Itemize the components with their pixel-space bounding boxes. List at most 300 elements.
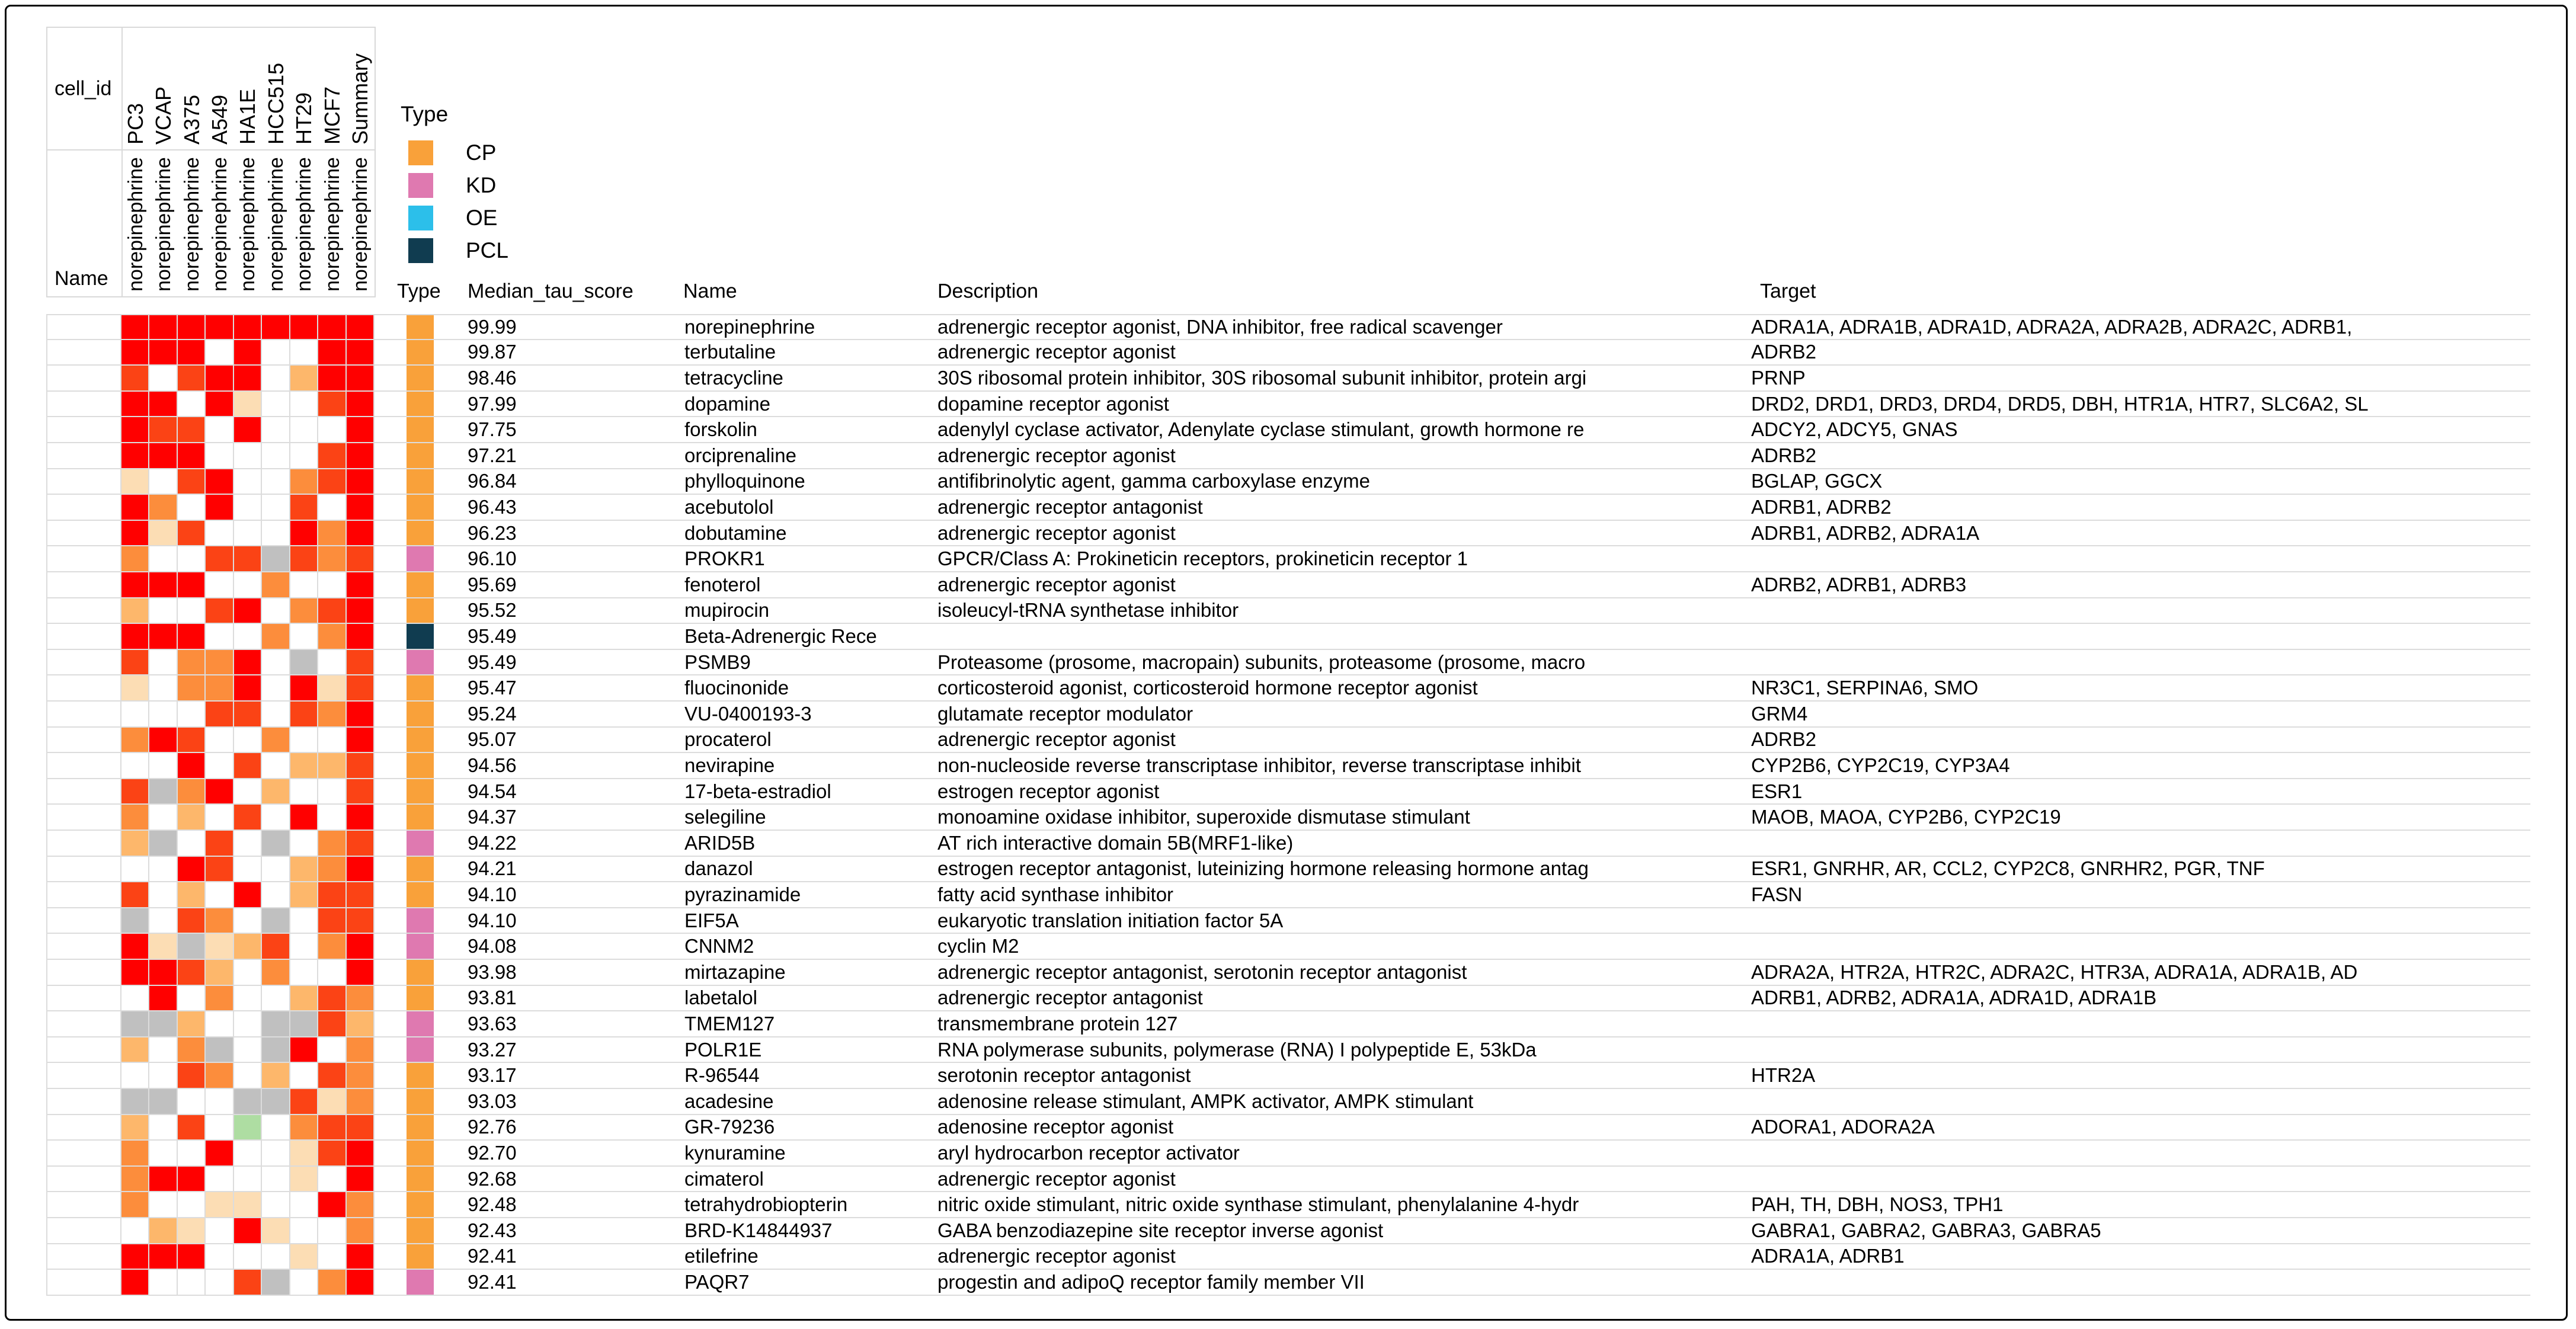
heatmap-cell bbox=[262, 521, 290, 546]
heatmap-cell bbox=[318, 1244, 346, 1269]
heatmap-cell bbox=[121, 417, 149, 442]
heatmap-cell bbox=[290, 805, 318, 830]
heatmap-cell bbox=[262, 624, 290, 649]
compound-name: EIF5A bbox=[684, 909, 739, 931]
compound-name: mupirocin bbox=[684, 599, 770, 622]
heatmap-cell bbox=[178, 366, 206, 390]
heatmap-cell bbox=[262, 960, 290, 985]
column-header-description: Description bbox=[937, 280, 1039, 303]
heatmap-cell bbox=[149, 340, 177, 365]
heatmap-cell bbox=[121, 908, 149, 933]
column-header-summary: Summary bbox=[348, 53, 373, 145]
score-value: 95.49 bbox=[468, 651, 517, 673]
type-swatch bbox=[407, 1270, 434, 1295]
heatmap-cell bbox=[234, 1244, 262, 1269]
heatmap-cell bbox=[206, 495, 233, 520]
heatmap-cell bbox=[178, 1089, 206, 1114]
target-genes: ADRB1, ADRB2, ADRA1A bbox=[1751, 521, 1980, 544]
heatmap-cell bbox=[121, 675, 149, 700]
description-text: adrenergic receptor agonist bbox=[937, 444, 1176, 466]
heatmap-cell bbox=[121, 340, 149, 365]
heatmap-cell bbox=[121, 1218, 149, 1243]
heatmap-cell bbox=[234, 417, 262, 442]
description-text: adrenergic receptor antagonist, serotonin receptor antagonist bbox=[937, 960, 1467, 983]
heatmap-cell bbox=[262, 1270, 290, 1295]
heatmap-cell bbox=[234, 315, 262, 339]
score-value: 99.87 bbox=[468, 341, 517, 363]
compound-name: etilefrine bbox=[684, 1245, 759, 1267]
heatmap-cell bbox=[234, 882, 262, 907]
heatmap-cell bbox=[347, 624, 375, 649]
type-swatch bbox=[407, 675, 434, 700]
heatmap-cell bbox=[178, 753, 206, 778]
heatmap-cell bbox=[318, 366, 346, 390]
heatmap-cell bbox=[234, 546, 262, 571]
heatmap-cell bbox=[178, 986, 206, 1011]
type-swatch bbox=[407, 1115, 434, 1140]
heatmap-cell bbox=[290, 1089, 318, 1114]
type-swatch bbox=[407, 1037, 434, 1062]
heatmap-cell bbox=[290, 831, 318, 856]
heatmap-cell bbox=[206, 315, 233, 339]
heatmap-cell bbox=[262, 572, 290, 597]
score-value: 96.84 bbox=[468, 470, 517, 492]
table-row bbox=[46, 857, 2530, 883]
description-text: AT rich interactive domain 5B(MRF1-like) bbox=[937, 831, 1294, 854]
heatmap-cell bbox=[178, 469, 206, 494]
legend-label-cp: CP bbox=[466, 140, 497, 165]
heatmap-cell bbox=[290, 779, 318, 804]
row-name-cell bbox=[46, 960, 121, 985]
heatmap-cell bbox=[347, 1167, 375, 1192]
heatmap-cell bbox=[206, 753, 233, 778]
cell-id-header-box bbox=[46, 27, 123, 150]
heatmap-cell bbox=[149, 1011, 177, 1036]
heatmap-cell bbox=[290, 521, 318, 546]
table-row bbox=[46, 986, 2530, 1012]
heatmap-cell bbox=[262, 1244, 290, 1269]
heatmap-cell bbox=[347, 572, 375, 597]
heatmap-cell bbox=[206, 857, 233, 882]
row-name-cell bbox=[46, 1089, 121, 1114]
type-swatch bbox=[407, 1218, 434, 1243]
description-text: adrenergic receptor agonist bbox=[937, 521, 1176, 544]
kd-color-swatch bbox=[408, 173, 433, 198]
score-value: 93.98 bbox=[468, 960, 517, 983]
heatmap-cell bbox=[318, 624, 346, 649]
score-value: 97.21 bbox=[468, 444, 517, 466]
heatmap-cell bbox=[318, 1063, 346, 1088]
table-row bbox=[46, 1037, 2530, 1064]
description-text: adrenergic receptor agonist bbox=[937, 1167, 1176, 1190]
type-swatch bbox=[407, 753, 434, 778]
heatmap-cell bbox=[234, 1270, 262, 1295]
row-name-cell bbox=[46, 392, 121, 417]
heatmap-cell bbox=[262, 1167, 290, 1192]
target-genes: NR3C1, SERPINA6, SMO bbox=[1751, 677, 1979, 699]
heatmap-cell bbox=[206, 908, 233, 933]
heatmap-cell bbox=[290, 1063, 318, 1088]
heatmap-cell bbox=[290, 1218, 318, 1243]
heatmap-cell bbox=[262, 934, 290, 959]
heatmap-cell bbox=[234, 366, 262, 390]
heatmap-cell bbox=[206, 675, 233, 700]
score-value: 92.68 bbox=[468, 1167, 517, 1190]
heatmap-cell bbox=[347, 1115, 375, 1140]
column-header-name: Name bbox=[683, 280, 737, 303]
heatmap-cell bbox=[318, 831, 346, 856]
heatmap-cell bbox=[290, 392, 318, 417]
table-row bbox=[46, 417, 2530, 443]
compound-name: R-96544 bbox=[684, 1064, 760, 1087]
heatmap-cell bbox=[262, 882, 290, 907]
row-name-cell bbox=[46, 546, 121, 571]
heatmap-cell bbox=[347, 1192, 375, 1217]
heatmap-cell bbox=[149, 882, 177, 907]
heatmap-cell bbox=[206, 960, 233, 985]
heatmap-cell bbox=[121, 882, 149, 907]
heatmap-cell bbox=[149, 831, 177, 856]
heatmap-cell bbox=[262, 1218, 290, 1243]
heatmap-cell bbox=[234, 340, 262, 365]
row-name-cell bbox=[46, 521, 121, 546]
heatmap-cell bbox=[318, 779, 346, 804]
table-row bbox=[46, 1192, 2530, 1218]
heatmap-cell bbox=[149, 1115, 177, 1140]
compound-name: PROKR1 bbox=[684, 547, 765, 570]
heatmap-cell bbox=[347, 779, 375, 804]
legend-label-oe: OE bbox=[466, 206, 498, 230]
heatmap-cell bbox=[318, 315, 346, 339]
score-value: 94.21 bbox=[468, 857, 517, 880]
cell-line-column-headers bbox=[121, 27, 376, 150]
heatmap-cell bbox=[121, 1270, 149, 1295]
target-genes: DRD2, DRD1, DRD3, DRD4, DRD5, DBH, HTR1A, HTR7, SLC6A2, SL bbox=[1751, 392, 2369, 415]
heatmap-cell bbox=[347, 831, 375, 856]
row-name-cell bbox=[46, 1115, 121, 1140]
heatmap-cell bbox=[234, 1218, 262, 1243]
compound-name: POLR1E bbox=[684, 1038, 762, 1061]
heatmap-cell bbox=[290, 1244, 318, 1269]
row-name-cell bbox=[46, 779, 121, 804]
row-name-cell bbox=[46, 908, 121, 933]
description-text: adrenergic receptor agonist bbox=[937, 728, 1176, 751]
heatmap-cell bbox=[347, 315, 375, 339]
heatmap-cell bbox=[318, 1089, 346, 1114]
heatmap-cell bbox=[178, 315, 206, 339]
heatmap-cell bbox=[149, 315, 177, 339]
score-value: 94.37 bbox=[468, 806, 517, 828]
heatmap-cell bbox=[262, 443, 290, 468]
heatmap-cell bbox=[121, 650, 149, 675]
row-name-cell bbox=[46, 469, 121, 494]
heatmap-cell bbox=[347, 675, 375, 700]
heatmap-cell bbox=[347, 469, 375, 494]
table-row bbox=[46, 572, 2530, 598]
table-row bbox=[46, 960, 2530, 986]
heatmap-cell bbox=[318, 1141, 346, 1165]
heatmap-cell bbox=[121, 624, 149, 649]
heatmap-cell bbox=[234, 572, 262, 597]
name-label: Name bbox=[55, 267, 108, 290]
heatmap-cell bbox=[149, 728, 177, 752]
heatmap-cell bbox=[206, 934, 233, 959]
type-swatch bbox=[407, 908, 434, 933]
row-name-cell bbox=[46, 1011, 121, 1036]
target-genes: FASN bbox=[1751, 883, 1803, 905]
target-genes: ADCY2, ADCY5, GNAS bbox=[1751, 418, 1958, 441]
column-header-hcc515: HCC515 bbox=[263, 62, 288, 145]
score-value: 93.17 bbox=[468, 1064, 517, 1087]
heatmap-cell bbox=[234, 1011, 262, 1036]
heatmap-cell bbox=[262, 702, 290, 726]
description-text: adrenergic receptor antagonist bbox=[937, 987, 1203, 1009]
heatmap-cell bbox=[149, 1218, 177, 1243]
compound-name: ARID5B bbox=[684, 831, 756, 854]
heatmap-cell bbox=[318, 598, 346, 623]
heatmap-cell bbox=[206, 521, 233, 546]
heatmap-cell bbox=[262, 1141, 290, 1165]
column-header-vcap: VCAP bbox=[151, 86, 176, 145]
heatmap-cell bbox=[234, 960, 262, 985]
heatmap-cell bbox=[178, 624, 206, 649]
heatmap-cell bbox=[149, 521, 177, 546]
description-text: Proteasome (prosome, macropain) subunits, proteasome (prosome, macro bbox=[937, 651, 1586, 673]
description-text: 30S ribosomal protein inhibitor, 30S ribosomal subunit inhibitor, protein argi bbox=[937, 366, 1587, 389]
compound-name: danazol bbox=[684, 857, 753, 880]
heatmap-cell bbox=[290, 546, 318, 571]
description-text: fatty acid synthase inhibitor bbox=[937, 883, 1174, 905]
target-genes: ADRB2 bbox=[1751, 341, 1817, 363]
heatmap-cell bbox=[206, 882, 233, 907]
heatmap-cell bbox=[234, 986, 262, 1011]
cp-color-swatch bbox=[408, 140, 433, 165]
heatmap-cell bbox=[347, 805, 375, 830]
heatmap-cell bbox=[290, 908, 318, 933]
heatmap-cell bbox=[178, 392, 206, 417]
compound-name: orciprenaline bbox=[684, 444, 796, 466]
compound-name: kynuramine bbox=[684, 1141, 786, 1164]
type-swatch bbox=[407, 805, 434, 830]
compound-name: forskolin bbox=[684, 418, 757, 441]
heatmap-cell bbox=[290, 624, 318, 649]
target-genes: MAOB, MAOA, CYP2B6, CYP2C19 bbox=[1751, 806, 2061, 828]
heatmap-cell bbox=[121, 495, 149, 520]
heatmap-cell bbox=[121, 857, 149, 882]
heatmap-cell bbox=[347, 340, 375, 365]
heatmap-cell bbox=[149, 366, 177, 390]
heatmap-cell bbox=[234, 702, 262, 726]
heatmap-cell bbox=[178, 340, 206, 365]
heatmap-cell bbox=[347, 1270, 375, 1295]
heatmap-cell bbox=[206, 546, 233, 571]
heatmap-cell bbox=[121, 934, 149, 959]
heatmap-cell bbox=[206, 1167, 233, 1192]
score-value: 95.24 bbox=[468, 702, 517, 725]
heatmap-cell bbox=[290, 443, 318, 468]
column-subheader-label: norepinephrine bbox=[349, 157, 372, 292]
heatmap-cell bbox=[318, 1115, 346, 1140]
row-name-cell bbox=[46, 1167, 121, 1192]
heatmap-cell bbox=[178, 934, 206, 959]
heatmap-cell bbox=[206, 1270, 233, 1295]
heatmap-cell bbox=[149, 1037, 177, 1062]
target-genes: ADRB2 bbox=[1751, 444, 1817, 466]
heatmap-cell bbox=[262, 675, 290, 700]
heatmap-cell bbox=[121, 521, 149, 546]
heatmap-cell bbox=[149, 1192, 177, 1217]
heatmap-cell bbox=[290, 1115, 318, 1140]
target-genes: HTR2A bbox=[1751, 1064, 1816, 1087]
compound-name: cimaterol bbox=[684, 1167, 764, 1190]
row-name-cell bbox=[46, 315, 121, 339]
legend-label-kd: KD bbox=[466, 173, 497, 197]
heatmap-cell bbox=[206, 831, 233, 856]
score-value: 96.43 bbox=[468, 495, 517, 518]
heatmap-cell bbox=[262, 831, 290, 856]
target-genes: ADRA2A, HTR2A, HTR2C, ADRA2C, HTR3A, ADRA1A, ADRA1B, AD bbox=[1751, 960, 2358, 983]
column-header-a549: A549 bbox=[207, 94, 232, 145]
heatmap-cell bbox=[121, 702, 149, 726]
heatmap-cell bbox=[206, 366, 233, 390]
heatmap-cell bbox=[290, 572, 318, 597]
target-genes: GRM4 bbox=[1751, 702, 1808, 725]
heatmap-cell bbox=[262, 908, 290, 933]
heatmap-cell bbox=[234, 728, 262, 752]
row-name-cell bbox=[46, 728, 121, 752]
description-text: adrenergic receptor agonist bbox=[937, 1245, 1176, 1267]
heatmap-cell bbox=[178, 857, 206, 882]
description-text: dopamine receptor agonist bbox=[937, 392, 1169, 415]
type-swatch bbox=[407, 831, 434, 856]
heatmap-cell bbox=[347, 417, 375, 442]
heatmap-cell bbox=[262, 469, 290, 494]
heatmap-cell bbox=[206, 702, 233, 726]
row-name-cell bbox=[46, 624, 121, 649]
heatmap-cell bbox=[178, 1244, 206, 1269]
heatmap-cell bbox=[262, 1115, 290, 1140]
target-genes: PAH, TH, DBH, NOS3, TPH1 bbox=[1751, 1193, 2004, 1216]
type-swatch bbox=[407, 624, 434, 649]
type-swatch bbox=[407, 572, 434, 597]
score-value: 99.99 bbox=[468, 315, 517, 338]
compound-name: 17-beta-estradiol bbox=[684, 780, 831, 802]
score-value: 95.49 bbox=[468, 625, 517, 647]
score-value: 93.03 bbox=[468, 1090, 517, 1112]
heatmap-cell bbox=[206, 1063, 233, 1088]
heatmap-cell bbox=[121, 1244, 149, 1269]
table-row bbox=[46, 546, 2530, 572]
score-value: 95.69 bbox=[468, 573, 517, 595]
table-row bbox=[46, 831, 2530, 857]
heatmap-cell bbox=[290, 934, 318, 959]
heatmap-cell bbox=[234, 650, 262, 675]
target-genes: ESR1 bbox=[1751, 780, 1803, 802]
heatmap-cell bbox=[206, 417, 233, 442]
heatmap-cell bbox=[234, 675, 262, 700]
name-header-box bbox=[46, 149, 123, 297]
type-swatch bbox=[407, 986, 434, 1011]
heatmap-cell bbox=[121, 598, 149, 623]
heatmap-cell bbox=[347, 366, 375, 390]
heatmap-cell bbox=[290, 1167, 318, 1192]
table-row bbox=[46, 779, 2530, 805]
heatmap-cell bbox=[318, 1037, 346, 1062]
heatmap-cell bbox=[347, 1141, 375, 1165]
heatmap-cell bbox=[347, 934, 375, 959]
row-name-cell bbox=[46, 934, 121, 959]
heatmap-cell bbox=[178, 650, 206, 675]
heatmap-cell bbox=[121, 1037, 149, 1062]
heatmap-cell bbox=[318, 469, 346, 494]
pcl-color-swatch bbox=[408, 238, 433, 263]
description-text: aryl hydrocarbon receptor activator bbox=[937, 1141, 1240, 1164]
score-value: 92.70 bbox=[468, 1141, 517, 1164]
row-name-cell bbox=[46, 675, 121, 700]
column-subheader-label: norepinephrine bbox=[124, 157, 147, 292]
row-name-cell bbox=[46, 572, 121, 597]
description-text: corticosteroid agonist, corticosteroid hormone receptor agonist bbox=[937, 677, 1478, 699]
heatmap-cell bbox=[262, 1063, 290, 1088]
target-genes: GABRA1, GABRA2, GABRA3, GABRA5 bbox=[1751, 1219, 2101, 1241]
heatmap-cell bbox=[149, 934, 177, 959]
heatmap-cell bbox=[121, 1141, 149, 1165]
row-name-cell bbox=[46, 857, 121, 882]
heatmap-cell bbox=[121, 960, 149, 985]
heatmap-cell bbox=[290, 986, 318, 1011]
column-subheader-label: norepinephrine bbox=[264, 157, 287, 292]
heatmap-cell bbox=[234, 1192, 262, 1217]
heatmap-cell bbox=[347, 392, 375, 417]
heatmap-cell bbox=[178, 1141, 206, 1165]
heatmap-cell bbox=[149, 779, 177, 804]
heatmap-cell bbox=[178, 1011, 206, 1036]
heatmap-cell bbox=[178, 1037, 206, 1062]
heatmap-cell bbox=[318, 340, 346, 365]
heatmap-cell bbox=[290, 882, 318, 907]
heatmap-cell bbox=[234, 521, 262, 546]
type-swatch bbox=[407, 598, 434, 623]
heatmap-cell bbox=[318, 805, 346, 830]
description-text: adenosine receptor agonist bbox=[937, 1116, 1174, 1138]
heatmap-cell bbox=[178, 728, 206, 752]
legend-item-cp bbox=[408, 140, 716, 165]
heatmap-cell bbox=[149, 443, 177, 468]
type-swatch bbox=[407, 315, 434, 339]
description-text: adrenergic receptor agonist bbox=[937, 341, 1176, 363]
score-value: 96.10 bbox=[468, 547, 517, 570]
heatmap-cell bbox=[178, 831, 206, 856]
score-value: 96.23 bbox=[468, 521, 517, 544]
table-row bbox=[46, 675, 2530, 702]
heatmap-cell bbox=[290, 857, 318, 882]
type-swatch bbox=[407, 1192, 434, 1217]
type-swatch bbox=[407, 779, 434, 804]
row-name-cell bbox=[46, 805, 121, 830]
type-swatch bbox=[407, 392, 434, 417]
legend-title: Type bbox=[401, 102, 449, 126]
heatmap-cell bbox=[121, 753, 149, 778]
compound-name: tetracycline bbox=[684, 366, 783, 389]
compound-name: dobutamine bbox=[684, 521, 787, 544]
heatmap-cell bbox=[178, 960, 206, 985]
row-name-cell bbox=[46, 1192, 121, 1217]
heatmap-cell bbox=[347, 882, 375, 907]
row-name-cell bbox=[46, 1037, 121, 1062]
heatmap-cell bbox=[347, 1063, 375, 1088]
heatmap-cell bbox=[178, 443, 206, 468]
compound-name: GR-79236 bbox=[684, 1116, 775, 1138]
